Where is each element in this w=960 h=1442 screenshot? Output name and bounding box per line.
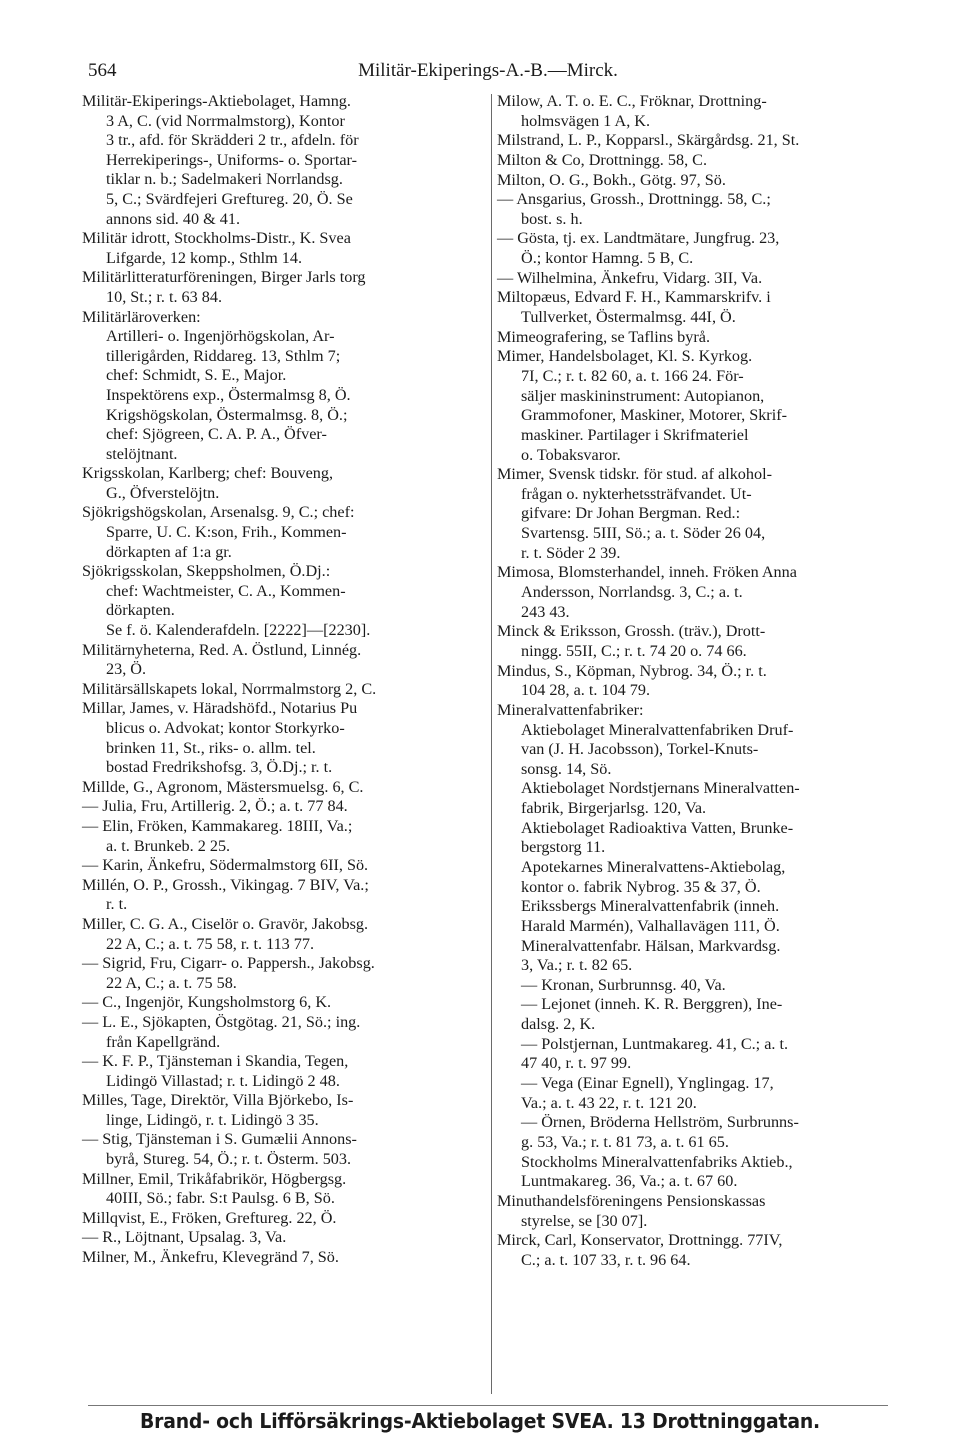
entry-continuation-line: Aktiebolaget Mineralvattenfabriken Druf- (521, 720, 794, 739)
entry-continuation-line: — Vega (Einar Egnell), Ynglingag. 17, (521, 1074, 774, 1093)
entry-continuation-line: a. t. Brunkeb. 2 25. (106, 836, 231, 855)
entry-line: Mimeografering, se Taflins byrå. (497, 327, 710, 346)
entry-continuation-line: C.; a. t. 107 33, r. t. 96 64. (521, 1250, 691, 1269)
entry-line: Mineralvattenfabriker: (497, 700, 644, 719)
entry-continuation-line: — Polstjernan, Luntmakareg. 41, C.; a. t. (521, 1034, 789, 1053)
entry-continuation-line: dalsg. 2, K. (521, 1015, 596, 1034)
entry-continuation-line: Ö.; kontor Hamng. 5 B, C. (521, 249, 694, 268)
entry-continuation-line: dörkapten. (106, 601, 175, 620)
entry-line: Minuthandelsföreningens Pensionskassas (497, 1191, 766, 1210)
entry-line: Millde, G., Agronom, Mästersmuelsg. 6, C. (82, 777, 364, 796)
entry-continuation-line: stelöjtnant. (106, 444, 178, 463)
entry-continuation-line: g. 53, Va.; r. t. 81 73, a. t. 61 65. (521, 1132, 729, 1151)
entry-continuation-line: säljer maskininstrument: Autopianon, (521, 386, 765, 405)
entry-continuation-line: Stockholms Mineralvattenfabriks Aktieb., (521, 1152, 793, 1171)
entry-line: Minck & Eriksson, Grossh. (träv.), Drott- (497, 622, 766, 641)
entry-continuation-line: Aktiebolaget Nordstjernans Mineralvatten- (521, 779, 800, 798)
entry-line: — C., Ingenjör, Kungsholmstorg 6, K. (82, 993, 332, 1012)
entry-continuation-line: Krigshögskolan, Östermalmsg. 8, Ö.; (106, 405, 348, 424)
entry-continuation-line: Herrekiperings-, Uniforms- o. Sportar- (106, 150, 357, 169)
entry-line: — Ansgarius, Grossh., Drottningg. 58, C.; (497, 190, 771, 209)
entry-continuation-line: chef: Schmidt, S. E., Major. (106, 366, 287, 385)
entry-line: Mindus, S., Köpman, Nybrog. 34, Ö.; r. t. (497, 661, 767, 680)
entry-continuation-line: fabrik, Birgerjarlsg. 120, Va. (521, 799, 707, 818)
entry-continuation-line: maskiner. Partilager i Skrifmateriel (521, 425, 749, 444)
entry-line: — Wilhelmina, Änkefru, Vidarg. 3II, Va. (497, 268, 763, 287)
page-header (88, 60, 888, 88)
entry-line: — K. F. P., Tjänsteman i Skandia, Tegen, (82, 1052, 349, 1071)
entry-line: Militärläroverken: (82, 307, 201, 326)
entry-continuation-line: 40III, Sö.; fabr. S:t Paulsg. 6 B, Sö. (106, 1189, 335, 1208)
entry-continuation-line: bost. s. h. (521, 209, 583, 228)
entry-continuation-line: — Kronan, Surbrunnsg. 40, Va. (521, 975, 726, 994)
entry-line: — Stig, Tjänsteman i S. Gumælii Annons- (82, 1130, 357, 1149)
entry-continuation-line: 3 A, C. (vid Norrmalmstorg), Kontor (106, 111, 345, 130)
entry-continuation-line: Artilleri- o. Ingenjörhögskolan, Ar- (106, 327, 335, 346)
entry-line: Millqvist, E., Fröken, Greftureg. 22, Ö. (82, 1208, 337, 1227)
entry-continuation-line: styrelse, se [30 07]. (521, 1211, 648, 1230)
entry-continuation-line: Andersson, Norrlandsg. 3, C.; a. t. (521, 583, 743, 602)
entry-continuation-line: Grammofoner, Maskiner, Motorer, Skrif- (521, 406, 787, 425)
entry-line: — R., Löjtnant, Upsalag. 3, Va. (82, 1228, 287, 1247)
entry-line: Militärlitteraturföreningen, Birger Jarls torg (82, 268, 366, 287)
entry-continuation-line: Va.; a. t. 43 22, r. t. 121 20. (521, 1093, 697, 1112)
entry-continuation-line: 22 A, C.; a. t. 75 58. (106, 973, 237, 992)
entry-line: — Gösta, tj. ex. Landtmätare, Jungfrug. 23, (497, 229, 780, 248)
entry-continuation-line: Lifgarde, 12 komp., Sthlm 14. (106, 248, 303, 267)
entry-continuation-line: 3 tr., afd. för Skrädderi 2 tr., afdeln. för (106, 131, 359, 150)
entry-line: Milton & Co, Drottningg. 58, C. (497, 150, 708, 169)
entry-continuation-line: Apotekarnes Mineralvattens-Aktiebolag, (521, 857, 786, 876)
entry-line: Millner, Emil, Trikåfabrikör, Högbergsg. (82, 1169, 347, 1188)
entry-continuation-line: 23, Ö. (106, 660, 147, 679)
entry-line: Milner, M., Änkefru, Klevegränd 7, Sö. (82, 1248, 339, 1267)
entry-line: Milstrand, L. P., Kopparsl., Skärgårdsg. 21, St. (497, 131, 800, 150)
entry-continuation-line: Aktiebolaget Radioaktiva Vatten, Brunke- (521, 818, 794, 837)
entry-continuation-line: r. t. (106, 895, 128, 914)
entry-line: Militärnyheterna, Red. A. Östlund, Linnég. (82, 640, 362, 659)
entry-line: Miller, C. G. A., Ciselör o. Gravör, Jakobsg. (82, 914, 369, 933)
footer-advertisement: Brand- och Lifförsäkrings-Aktiebolaget SVEA. 13 Drottninggatan. (139, 1409, 821, 1433)
entry-continuation-line: van (J. H. Jacobsson), Torkel-Knuts- (521, 740, 759, 759)
entry-continuation-line: Erikssbergs Mineralvattenfabrik (inneh. (521, 897, 780, 916)
entry-continuation-line: ningg. 55II, C.; r. t. 74 20 o. 74 66. (521, 641, 747, 660)
entry-continuation-line: 5, C.; Svärdfejeri Greftureg. 20, Ö. Se (106, 189, 353, 208)
entry-continuation-line: brinken 11, St., riks- o. allm. tel. (106, 738, 316, 757)
entry-line: Milton, O. G., Bokh., Götg. 97, Sö. (497, 170, 726, 189)
entry-line: Mimer, Handelsbolaget, Kl. S. Kyrkog. (497, 347, 753, 366)
entry-line: Sjökrigshögskolan, Arsenalsg. 9, C.; chef: (82, 503, 355, 522)
left-column (82, 92, 490, 1268)
entry-continuation-line: bergstorg 11. (521, 838, 606, 857)
entry-continuation-line: blicus o. Advokat; kontor Storkyrko- (106, 719, 345, 737)
entry-continuation-line: chef: Wachtmeister, C. A., Kommen- (106, 581, 346, 600)
entry-continuation-line: gifvare: Dr Johan Bergman. Red.: (521, 504, 741, 523)
entry-line: — Sigrid, Fru, Cigarr- o. Pappersh., Jakobsg. (82, 954, 375, 973)
page-number: 564 (88, 60, 117, 81)
entry-line: Mimosa, Blomsterhandel, inneh. Fröken Anna (497, 563, 797, 582)
entry-continuation-line: Luntmakareg. 36, Va.; a. t. 67 60. (521, 1172, 738, 1191)
entry-continuation-line: 3, Va.; r. t. 82 65. (521, 956, 633, 975)
entry-continuation-line: linge, Lidingö, r. t. Lidingö 3 35. (106, 1110, 319, 1129)
entry-continuation-line: byrå, Stureg. 54, Ö.; r. t. Österm. 503. (106, 1150, 352, 1169)
entry-line: Millar, James, v. Häradshöfd., Notarius Pu (82, 699, 358, 718)
column-divider (491, 94, 492, 1394)
entry-continuation-line: 10, St.; r. t. 63 84. (106, 287, 223, 306)
entry-continuation-line: annons sid. 40 & 41. (106, 209, 240, 228)
entry-continuation-line: 243 43. (521, 602, 570, 621)
entry-continuation-line: 22 A, C.; a. t. 75 58, r. t. 113 77. (106, 934, 315, 953)
entry-line: Millén, O. P., Grossh., Vikingag. 7 BIV, Va.; (82, 875, 369, 894)
entry-continuation-line: tiklar n. b.; Sadelmakeri Norrlandsg. (106, 170, 343, 189)
entry-line: Krigsskolan, Karlberg; chef: Bouveng, (82, 464, 334, 483)
entry-continuation-line: Svartensg. 5III, Sö.; a. t. Söder 26 04, (521, 524, 766, 543)
entry-continuation-line: holmsvägen 1 A, K. (521, 111, 651, 130)
entry-continuation-line: Tullverket, Östermalmsg. 44I, Ö. (521, 308, 736, 327)
entry-continuation-line: — Örnen, Bröderna Hellström, Surbrunns- (521, 1113, 799, 1132)
entry-continuation-line: 104 28, a. t. 104 79. (521, 681, 651, 700)
entry-continuation-line: Harald Marmén), Valhallavägen 111, Ö. (521, 916, 780, 935)
entry-line: Militär-Ekiperings-Aktiebolaget, Hamng. (82, 92, 351, 110)
entry-continuation-line: sonsg. 14, Sö. (521, 759, 612, 778)
entry-line: Mirck, Carl, Konservator, Drottningg. 77IV, (497, 1231, 783, 1250)
entry-continuation-line: r. t. Söder 2 39. (521, 543, 621, 562)
entry-line: Mimer, Svensk tidskr. för stud. af alkohol- (497, 465, 772, 484)
entry-continuation-line: o. Tobaksvaror. (521, 445, 621, 464)
entry-continuation-line: 47 40, r. t. 97 99. (521, 1054, 632, 1073)
entry-continuation-line: tillerigården, Riddareg. 13, Sthlm 7; (106, 346, 341, 365)
entry-line: — Julia, Fru, Artillerig. 2, Ö.; a. t. 77 84. (82, 797, 348, 816)
entry-continuation-line: bostad Fredrikshofsg. 3, Ö.Dj.; r. t. (106, 758, 333, 777)
running-head: Militär-Ekiperings-A.-B.—Mirck. (358, 60, 618, 81)
entry-line: Milow, A. T. o. E. C., Fröknar, Drottning- (497, 92, 767, 110)
entry-line: Miltopæus, Edvard F. H., Kammarskrifv. i (497, 288, 771, 307)
right-column (497, 92, 892, 1270)
entry-continuation-line: Mineralvattenfabr. Hälsan, Markvardsg. (521, 936, 781, 955)
entry-continuation-line: från Kapellgränd. (106, 1032, 221, 1051)
entry-continuation-line: Sparre, U. C. K:son, Frih., Kommen- (106, 523, 347, 542)
entry-continuation-line: chef: Sjögreen, C. A. P. A., Öfver- (106, 425, 327, 444)
entry-line: Milles, Tage, Direktör, Villa Björkebo, Is- (82, 1091, 354, 1110)
entry-continuation-line: 7I, C.; r. t. 82 60, a. t. 166 24. För- (521, 366, 744, 385)
entry-line: Militärsällskapets lokal, Norrmalmstorg 2, C. (82, 679, 377, 698)
entry-line: — Elin, Fröken, Kammakareg. 18III, Va.; (82, 816, 353, 835)
entry-continuation-line: Inspektörens exp., Östermalmsg 8, Ö. (106, 385, 351, 404)
entry-line: — Karin, Änkefru, Södermalmstorg 6II, Sö. (82, 856, 369, 875)
entry-continuation-line: dörkapten af 1:a gr. (106, 542, 232, 561)
entry-line: Sjökrigsskolan, Skeppsholmen, Ö.Dj.: (82, 562, 331, 581)
entry-line: Militär idrott, Stockholms-Distr., K. Svea (82, 229, 351, 248)
entry-continuation-line: G., Öfverstelöjtn. (106, 483, 220, 502)
entry-continuation-line: frågan o. nykterhetssträfvandet. Ut- (521, 484, 752, 503)
entry-line: — L. E., Sjökapten, Östgötag. 21, Sö.; ing. (82, 1012, 361, 1031)
entry-continuation-line: — Lejonet (inneh. K. R. Berggren), Ine- (521, 995, 783, 1014)
entry-continuation-line: Se f. ö. Kalenderafdeln. [2222]—[2230]. (106, 621, 371, 640)
entry-continuation-line: kontor o. fabrik Nybrog. 35 & 37, Ö. (521, 877, 761, 896)
entry-continuation-line: Lidingö Villastad; r. t. Lidingö 2 48. (106, 1071, 340, 1090)
